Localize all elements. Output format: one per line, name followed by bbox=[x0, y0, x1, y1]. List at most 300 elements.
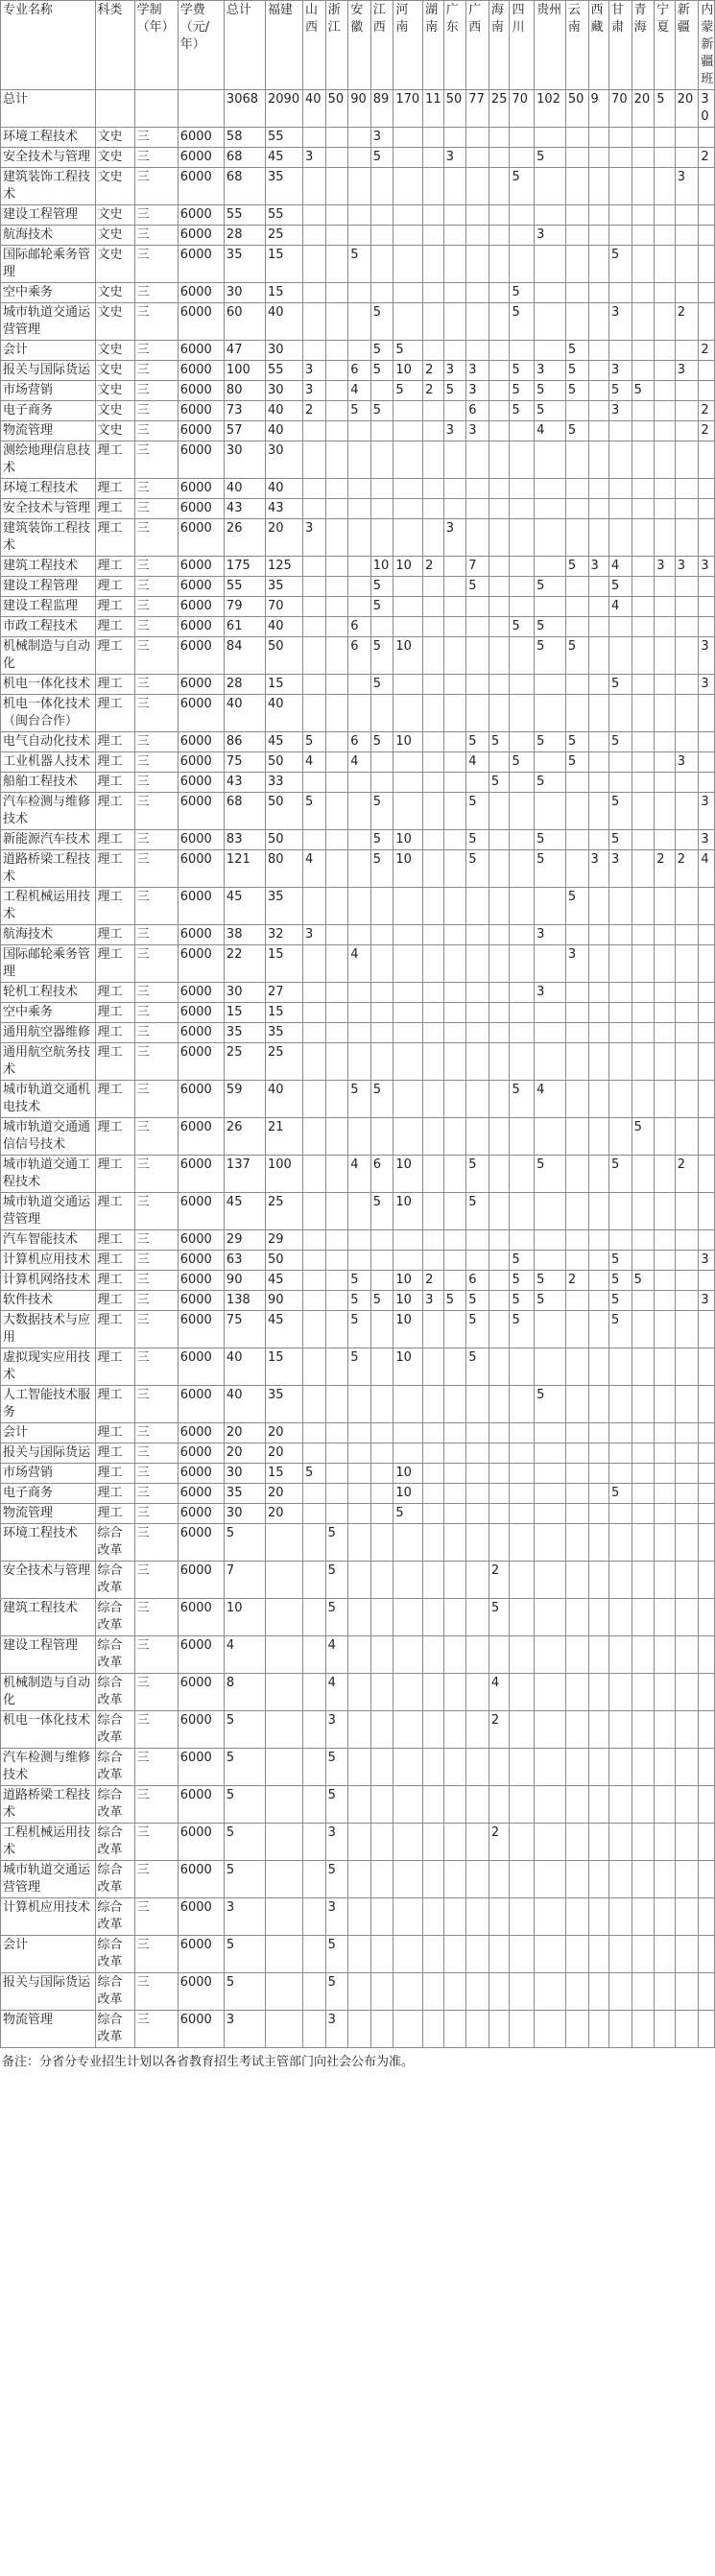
table-cell bbox=[632, 1973, 655, 2011]
table-cell bbox=[699, 1423, 715, 1443]
table-cell: 40 bbox=[224, 695, 265, 732]
table-cell: 三 bbox=[134, 1749, 178, 1786]
table-cell bbox=[443, 1311, 466, 1348]
table-cell: 3 bbox=[699, 793, 715, 830]
table-row bbox=[1, 1251, 715, 1271]
table-cell: 5 bbox=[370, 577, 393, 597]
table-cell bbox=[565, 1504, 588, 1524]
table-cell bbox=[466, 1118, 489, 1156]
table-cell: 3 bbox=[325, 1898, 348, 1936]
table-row bbox=[1, 226, 715, 246]
table-cell bbox=[423, 945, 444, 983]
table-cell: 61 bbox=[224, 617, 265, 637]
table-cell: 5 bbox=[609, 381, 632, 401]
table-cell: 4 bbox=[348, 752, 371, 773]
table-cell bbox=[466, 1936, 489, 1973]
table-cell bbox=[266, 1973, 303, 2011]
table-cell: 5 bbox=[370, 1081, 393, 1118]
table-cell bbox=[655, 830, 676, 850]
table-cell: 6000 bbox=[178, 1118, 224, 1156]
table-cell: 4 bbox=[303, 752, 326, 773]
table-cell: 3 bbox=[675, 752, 699, 773]
table-row bbox=[1, 381, 715, 401]
table-cell bbox=[588, 361, 609, 381]
table-cell: 5 bbox=[466, 1311, 489, 1348]
table-row bbox=[1, 1524, 715, 1562]
table-cell bbox=[565, 695, 588, 732]
table-cell bbox=[588, 1484, 609, 1504]
table-cell bbox=[510, 1636, 535, 1674]
table-cell bbox=[675, 1348, 699, 1386]
table-cell bbox=[565, 1081, 588, 1118]
table-cell bbox=[510, 695, 535, 732]
table-cell bbox=[489, 1861, 510, 1898]
table-cell bbox=[443, 945, 466, 983]
table-cell: 6000 bbox=[178, 168, 224, 205]
table-row bbox=[1, 128, 715, 148]
table-cell: 11 bbox=[423, 90, 444, 128]
table-cell: 三 bbox=[134, 732, 178, 752]
table-row bbox=[1, 341, 715, 361]
table-cell bbox=[466, 695, 489, 732]
table-cell bbox=[655, 617, 676, 637]
table-cell: 文史 bbox=[95, 283, 134, 303]
table-cell: 3 bbox=[325, 1824, 348, 1861]
table-cell: 5 bbox=[348, 246, 371, 283]
table-cell bbox=[699, 925, 715, 945]
table-cell: 5 bbox=[370, 1291, 393, 1311]
table-cell bbox=[466, 499, 489, 519]
table-cell bbox=[588, 1423, 609, 1443]
table-cell bbox=[675, 1464, 699, 1484]
table-cell: 理工 bbox=[95, 1271, 134, 1291]
table-cell bbox=[609, 945, 632, 983]
table-cell bbox=[535, 1711, 566, 1749]
table-cell bbox=[609, 128, 632, 148]
table-cell bbox=[423, 519, 444, 557]
table-cell bbox=[423, 499, 444, 519]
table-cell bbox=[489, 1023, 510, 1043]
table-cell: 三 bbox=[134, 479, 178, 499]
table-cell bbox=[489, 1230, 510, 1251]
table-cell: 75 bbox=[224, 752, 265, 773]
table-cell: 三 bbox=[134, 361, 178, 381]
table-cell: 5 bbox=[370, 597, 393, 617]
table-cell: 20 bbox=[675, 90, 699, 128]
table-cell bbox=[348, 925, 371, 945]
table-cell bbox=[489, 361, 510, 381]
table-row bbox=[1, 1484, 715, 1504]
table-cell bbox=[443, 1081, 466, 1118]
table-cell: 三 bbox=[134, 1484, 178, 1504]
table-cell: 5 bbox=[466, 830, 489, 850]
table-cell bbox=[565, 1291, 588, 1311]
table-cell bbox=[423, 1423, 444, 1443]
table-cell bbox=[510, 1824, 535, 1861]
table-cell bbox=[699, 1861, 715, 1898]
table-cell bbox=[632, 1674, 655, 1711]
table-cell bbox=[699, 1043, 715, 1081]
table-cell: 6000 bbox=[178, 752, 224, 773]
major-name-cell: 工程机械运用技术 bbox=[1, 888, 96, 925]
table-cell bbox=[655, 1386, 676, 1423]
table-cell bbox=[510, 1861, 535, 1898]
table-cell: 5 bbox=[510, 168, 535, 205]
table-cell bbox=[675, 479, 699, 499]
table-cell bbox=[393, 283, 423, 303]
table-cell: 理工 bbox=[95, 1291, 134, 1311]
table-cell bbox=[325, 519, 348, 557]
table-cell bbox=[489, 1898, 510, 1936]
table-cell bbox=[423, 1156, 444, 1193]
table-cell: 6000 bbox=[178, 1898, 224, 1936]
table-cell bbox=[443, 1003, 466, 1023]
table-cell bbox=[466, 1464, 489, 1484]
table-cell bbox=[303, 617, 326, 637]
table-cell: 理工 bbox=[95, 773, 134, 793]
table-cell bbox=[370, 752, 393, 773]
table-cell: 4 bbox=[325, 1636, 348, 1674]
column-header: 福建 bbox=[266, 1, 303, 90]
table-cell: 5 bbox=[565, 341, 588, 361]
table-cell bbox=[466, 128, 489, 148]
table-cell bbox=[466, 303, 489, 341]
table-cell: 5 bbox=[655, 90, 676, 128]
table-cell bbox=[588, 1271, 609, 1291]
major-name-cell: 安全技术与管理 bbox=[1, 499, 96, 519]
column-header: 新疆 bbox=[675, 1, 699, 90]
table-cell: 3 bbox=[565, 945, 588, 983]
table-cell bbox=[609, 479, 632, 499]
table-cell bbox=[510, 1348, 535, 1386]
table-cell bbox=[510, 830, 535, 850]
table-cell bbox=[423, 303, 444, 341]
table-cell: 理工 bbox=[95, 732, 134, 752]
table-cell bbox=[510, 1386, 535, 1423]
table-cell bbox=[393, 148, 423, 168]
table-cell bbox=[655, 773, 676, 793]
table-cell: 3 bbox=[303, 361, 326, 381]
table-cell bbox=[565, 983, 588, 1003]
table-cell bbox=[655, 226, 676, 246]
table-cell: 三 bbox=[134, 381, 178, 401]
table-cell bbox=[443, 793, 466, 830]
table-cell bbox=[675, 499, 699, 519]
table-cell bbox=[325, 830, 348, 850]
table-cell bbox=[510, 1711, 535, 1749]
table-cell bbox=[655, 1118, 676, 1156]
table-cell bbox=[632, 888, 655, 925]
major-name-cell: 报关与国际货运 bbox=[1, 1973, 96, 2011]
table-row bbox=[1, 637, 715, 675]
table-cell bbox=[348, 1524, 371, 1562]
table-cell: 5 bbox=[370, 675, 393, 695]
table-cell bbox=[443, 577, 466, 597]
table-row bbox=[1, 888, 715, 925]
table-cell: 6000 bbox=[178, 675, 224, 695]
table-row bbox=[1, 1674, 715, 1711]
table-cell bbox=[632, 597, 655, 617]
table-cell bbox=[675, 128, 699, 148]
table-cell: 137 bbox=[224, 1156, 265, 1193]
table-cell bbox=[588, 1711, 609, 1749]
table-cell bbox=[632, 1291, 655, 1311]
table-cell bbox=[325, 1023, 348, 1043]
table-cell bbox=[632, 830, 655, 850]
table-row bbox=[1, 205, 715, 226]
table-cell bbox=[443, 830, 466, 850]
table-cell: 30 bbox=[224, 1464, 265, 1484]
table-cell bbox=[370, 1003, 393, 1023]
table-cell: 58 bbox=[224, 128, 265, 148]
table-cell bbox=[675, 1386, 699, 1423]
table-cell bbox=[588, 128, 609, 148]
table-cell bbox=[393, 1749, 423, 1786]
table-cell bbox=[510, 1156, 535, 1193]
table-cell bbox=[423, 168, 444, 205]
table-cell: 理工 bbox=[95, 577, 134, 597]
table-cell: 20 bbox=[266, 1443, 303, 1464]
table-cell bbox=[393, 983, 423, 1003]
table-cell: 6000 bbox=[178, 637, 224, 675]
table-cell bbox=[535, 793, 566, 830]
table-cell bbox=[489, 597, 510, 617]
table-cell bbox=[632, 1193, 655, 1230]
table-cell bbox=[588, 441, 609, 479]
table-cell bbox=[370, 381, 393, 401]
table-cell bbox=[609, 1749, 632, 1786]
table-cell bbox=[393, 1674, 423, 1711]
table-cell bbox=[510, 1118, 535, 1156]
table-cell: 22 bbox=[224, 945, 265, 983]
table-cell bbox=[565, 1636, 588, 1674]
table-cell bbox=[303, 557, 326, 577]
major-name-cell: 市政工程技术 bbox=[1, 617, 96, 637]
table-cell: 3 bbox=[443, 421, 466, 441]
table-cell bbox=[510, 341, 535, 361]
table-cell bbox=[609, 1423, 632, 1443]
table-cell: 10 bbox=[393, 1291, 423, 1311]
table-cell bbox=[609, 1386, 632, 1423]
table-cell bbox=[423, 341, 444, 361]
table-cell bbox=[655, 1156, 676, 1193]
major-name-cell: 报关与国际货运 bbox=[1, 1443, 96, 1464]
table-cell bbox=[423, 1524, 444, 1562]
table-cell bbox=[675, 1861, 699, 1898]
table-cell: 3 bbox=[675, 361, 699, 381]
table-cell bbox=[535, 945, 566, 983]
table-cell: 5 bbox=[489, 1599, 510, 1636]
table-cell bbox=[443, 983, 466, 1003]
table-cell: 5 bbox=[325, 1524, 348, 1562]
table-cell: 三 bbox=[134, 283, 178, 303]
table-cell bbox=[699, 1674, 715, 1711]
table-cell bbox=[443, 479, 466, 499]
table-cell bbox=[370, 1636, 393, 1674]
table-cell bbox=[423, 1386, 444, 1423]
table-cell: 5 bbox=[348, 401, 371, 421]
table-cell bbox=[489, 499, 510, 519]
table-cell: 5 bbox=[348, 1271, 371, 1291]
table-cell bbox=[489, 675, 510, 695]
table-cell bbox=[675, 983, 699, 1003]
table-cell bbox=[393, 1443, 423, 1464]
table-cell bbox=[565, 479, 588, 499]
table-cell bbox=[609, 168, 632, 205]
table-cell bbox=[370, 2011, 393, 2048]
table-cell: 5 bbox=[510, 401, 535, 421]
table-cell bbox=[675, 1786, 699, 1824]
table-cell bbox=[655, 1464, 676, 1484]
table-cell: 6 bbox=[348, 617, 371, 637]
table-cell: 2 bbox=[675, 1156, 699, 1193]
table-cell bbox=[303, 1230, 326, 1251]
table-cell bbox=[466, 441, 489, 479]
table-cell: 90 bbox=[266, 1291, 303, 1311]
table-cell bbox=[423, 1443, 444, 1464]
table-cell bbox=[423, 1674, 444, 1711]
table-cell: 三 bbox=[134, 1711, 178, 1749]
table-cell bbox=[489, 1118, 510, 1156]
table-cell bbox=[510, 499, 535, 519]
table-cell bbox=[443, 617, 466, 637]
table-cell bbox=[588, 1749, 609, 1786]
table-row bbox=[1, 1311, 715, 1348]
table-cell bbox=[565, 1973, 588, 2011]
table-cell bbox=[510, 1230, 535, 1251]
table-cell bbox=[466, 1898, 489, 1936]
table-cell bbox=[370, 479, 393, 499]
table-cell bbox=[489, 1311, 510, 1348]
table-cell: 5 bbox=[565, 637, 588, 675]
table-cell: 5 bbox=[609, 793, 632, 830]
table-cell: 43 bbox=[266, 499, 303, 519]
table-row bbox=[1, 148, 715, 168]
table-cell: 三 bbox=[134, 597, 178, 617]
table-cell bbox=[423, 1898, 444, 1936]
table-cell bbox=[632, 925, 655, 945]
table-cell: 5 bbox=[535, 850, 566, 888]
table-cell bbox=[609, 421, 632, 441]
table-cell bbox=[266, 2011, 303, 2048]
table-cell bbox=[370, 205, 393, 226]
table-cell bbox=[588, 752, 609, 773]
table-cell: 3 bbox=[535, 361, 566, 381]
table-cell bbox=[348, 1786, 371, 1824]
table-cell bbox=[655, 128, 676, 148]
table-cell bbox=[565, 1043, 588, 1081]
table-cell bbox=[423, 1936, 444, 1973]
table-row bbox=[1, 421, 715, 441]
table-cell bbox=[423, 1348, 444, 1386]
table-cell bbox=[489, 205, 510, 226]
table-cell: 2 bbox=[699, 421, 715, 441]
table-cell bbox=[348, 341, 371, 361]
table-cell bbox=[632, 732, 655, 752]
table-cell: 7 bbox=[466, 557, 489, 577]
table-cell bbox=[489, 925, 510, 945]
table-cell bbox=[325, 1193, 348, 1230]
major-name-cell: 建筑工程技术 bbox=[1, 1599, 96, 1636]
table-cell bbox=[443, 1524, 466, 1562]
table-cell bbox=[466, 637, 489, 675]
table-cell: 5 bbox=[224, 1973, 265, 2011]
table-cell bbox=[423, 128, 444, 148]
table-cell bbox=[699, 381, 715, 401]
table-cell bbox=[466, 1386, 489, 1423]
table-cell: 三 bbox=[134, 1524, 178, 1562]
table-cell bbox=[489, 519, 510, 557]
table-cell: 三 bbox=[134, 1311, 178, 1348]
table-cell: 三 bbox=[134, 850, 178, 888]
table-cell: 综合改革 bbox=[95, 1786, 134, 1824]
table-cell: 15 bbox=[266, 246, 303, 283]
table-cell bbox=[535, 1423, 566, 1443]
table-cell bbox=[303, 246, 326, 283]
table-cell: 5 bbox=[632, 1271, 655, 1291]
table-cell bbox=[370, 1348, 393, 1386]
table-cell: 138 bbox=[224, 1291, 265, 1311]
table-cell bbox=[699, 888, 715, 925]
table-cell: 三 bbox=[134, 168, 178, 205]
table-cell bbox=[325, 205, 348, 226]
table-cell bbox=[423, 1636, 444, 1674]
table-cell bbox=[443, 401, 466, 421]
table-cell: 5 bbox=[224, 1749, 265, 1786]
table-cell bbox=[609, 205, 632, 226]
major-name-cell: 总计 bbox=[1, 90, 96, 128]
table-cell: 45 bbox=[266, 1311, 303, 1348]
table-cell bbox=[699, 1562, 715, 1599]
table-cell bbox=[489, 1156, 510, 1193]
table-cell bbox=[466, 2011, 489, 2048]
major-name-cell: 轮机工程技术 bbox=[1, 983, 96, 1003]
table-cell bbox=[655, 361, 676, 381]
table-cell bbox=[699, 2011, 715, 2048]
table-cell bbox=[609, 1524, 632, 1562]
table-cell bbox=[632, 1023, 655, 1043]
table-cell: 6000 bbox=[178, 499, 224, 519]
table-cell: 6000 bbox=[178, 2011, 224, 2048]
table-row bbox=[1, 519, 715, 557]
table-cell bbox=[443, 1118, 466, 1156]
table-cell bbox=[423, 1484, 444, 1504]
major-name-cell: 建筑装饰工程技术 bbox=[1, 519, 96, 557]
table-cell bbox=[565, 128, 588, 148]
table-cell bbox=[348, 793, 371, 830]
table-cell bbox=[675, 1562, 699, 1599]
table-cell bbox=[510, 226, 535, 246]
table-cell bbox=[510, 205, 535, 226]
table-cell: 50 bbox=[266, 752, 303, 773]
table-cell bbox=[348, 557, 371, 577]
table-cell bbox=[370, 1504, 393, 1524]
table-cell: 6000 bbox=[178, 226, 224, 246]
table-cell: 6 bbox=[466, 401, 489, 421]
table-cell bbox=[393, 695, 423, 732]
table-cell bbox=[655, 1898, 676, 1936]
table-cell: 三 bbox=[134, 1156, 178, 1193]
table-cell bbox=[675, 1749, 699, 1786]
table-cell bbox=[370, 1271, 393, 1291]
table-cell: 15 bbox=[266, 675, 303, 695]
table-cell bbox=[370, 1023, 393, 1043]
table-cell bbox=[443, 441, 466, 479]
table-cell bbox=[632, 148, 655, 168]
table-cell bbox=[655, 381, 676, 401]
table-cell bbox=[609, 1081, 632, 1118]
table-cell: 5 bbox=[609, 732, 632, 752]
